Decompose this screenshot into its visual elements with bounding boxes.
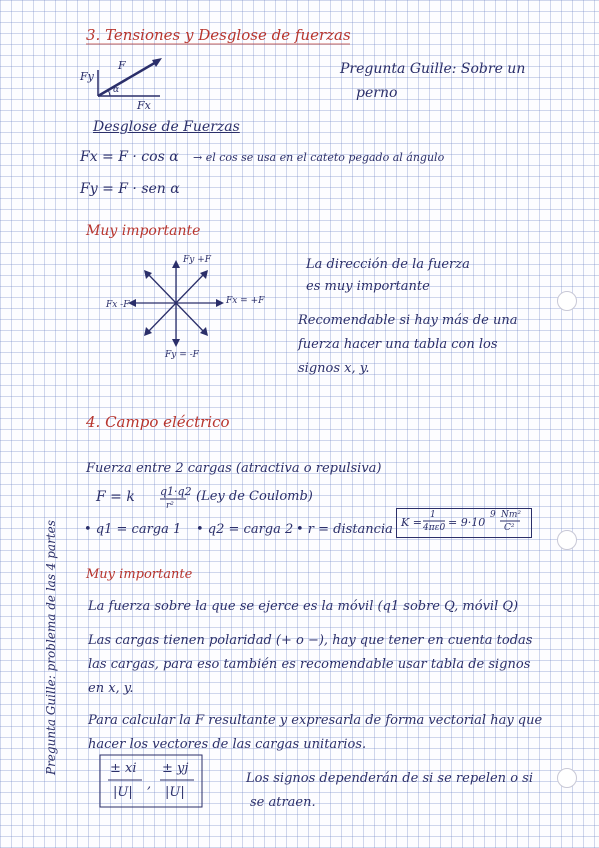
fuerza-line: Fuerza entre 2 cargas (atractiva o repulsiva) (86, 461, 382, 476)
note-recommend-line: fuerza hacer una tabla con los (298, 337, 498, 352)
note-recommend-line: Recomendable si hay más de una (298, 313, 518, 328)
diagram-label-fx: Fx (137, 99, 151, 112)
arrowhead-icon (152, 58, 162, 67)
signs-note-line: Los signos dependerán de si se repelen o si (246, 771, 533, 786)
paragraph-line: las cargas, para eso también es recomendable usar tabla de signos (88, 657, 531, 672)
k-unit-den: C² (504, 523, 515, 533)
diagram-label-fx-neg: Fx -F (106, 300, 130, 310)
definition-q2: • q2 = carga 2 (196, 522, 294, 537)
signs-note-line: se atraen. (250, 795, 316, 810)
force-decomposition-diagram (98, 58, 162, 96)
definition-r: • r = distancia (296, 522, 393, 537)
force-vector-arrow (98, 61, 158, 96)
k-frac-den: 4πε0 (423, 523, 446, 533)
side-note-line: Pregunta Guille: Sobre un (340, 61, 526, 77)
paragraph-line: Para calcular la F resultante y expresarla de forma vectorial hay que (88, 713, 543, 728)
unit-vector-x-den: |U| (113, 785, 133, 800)
k-frac-num: 1 (430, 510, 436, 520)
coulomb-law-label: (Ley de Coulomb) (196, 489, 313, 504)
k-value: = 9·10 (448, 516, 486, 529)
force-directions-diagram (128, 260, 224, 347)
unit-vector-y-den: |U| (165, 785, 185, 800)
equation-fy: Fy = F · sen α (80, 181, 180, 197)
diagram-label-fx-pos: Fx = +F (226, 296, 265, 306)
k-label: K = (401, 516, 422, 529)
arrow-right-icon (216, 299, 224, 307)
note-direction-line: es muy importante (306, 279, 430, 294)
muy-importante-heading: Muy importante (86, 223, 201, 239)
paragraph-line: Las cargas tienen polaridad (+ o −), hay que tener en cuenta todas (88, 633, 533, 648)
side-note-line: perno (356, 85, 398, 101)
arrow-down-icon (172, 339, 180, 347)
definition-q1: • q1 = carga 1 (84, 522, 182, 537)
section-3-title: 3. Tensiones y Desglose de fuerzas (86, 26, 351, 44)
section-4-title: 4. Campo eléctrico (86, 413, 230, 431)
k-unit-num: Nm² (501, 510, 522, 520)
k-exponent: 9 (490, 510, 496, 520)
equation-fx-note: → el cos se usa en el cateto pegado al ángulo (193, 151, 445, 164)
coulomb-equation-lhs: F = k (96, 489, 135, 505)
desglose-heading: Desglose de Fuerzas (93, 119, 240, 135)
muy-importante-heading: Muy importante (86, 567, 193, 582)
arrow-up-icon (172, 260, 180, 268)
diagram-label-f: F (118, 59, 126, 72)
side-margin-note: Pregunta Guille: problema de las 4 partes (44, 520, 58, 775)
paragraph-line: en x, y. (88, 681, 134, 696)
diagram-label-fy: Fy (80, 70, 94, 83)
diagram-label-fy-pos: Fy +F (183, 255, 211, 265)
diagram-label-fy-neg: Fy = -F (165, 350, 199, 360)
coulomb-denominator: r² (166, 501, 174, 511)
note-direction-line: La dirección de la fuerza (306, 257, 470, 272)
paragraph-line: hacer los vectores de las cargas unitarios. (88, 737, 367, 752)
coulomb-numerator: q1·q2 (160, 485, 192, 498)
note-recommend-line: signos x, y. (298, 361, 370, 376)
unit-vector-separator: , (147, 777, 152, 792)
unit-vector-y-num: ± yj (162, 761, 189, 776)
unit-vector-x-num: ± xi (110, 761, 137, 776)
diagram-label-alpha: α (113, 85, 120, 95)
equation-fx: Fx = F · cos α (80, 149, 179, 165)
angle-arc (108, 90, 110, 96)
paragraph-line: La fuerza sobre la que se ejerce es la móvil (q1 sobre Q, móvil Q) (88, 599, 519, 614)
